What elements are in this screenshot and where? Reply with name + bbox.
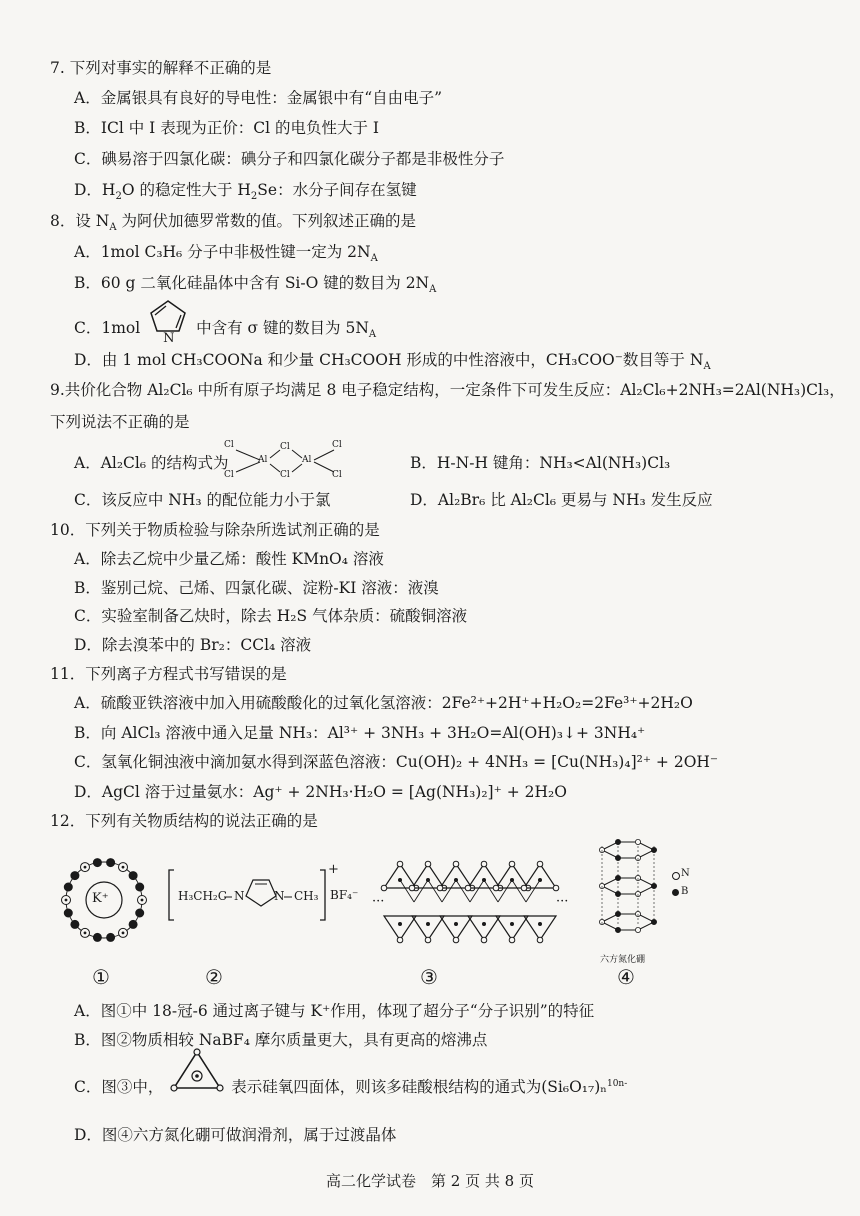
carbon-atom (136, 883, 144, 891)
q12-option-d: D．图④六方氮化硼可做润滑剂，属于过渡晶体 (74, 1126, 397, 1144)
carbon-atom (93, 859, 101, 867)
nitrogen-atom (635, 927, 640, 932)
cl-atom: Cl (224, 440, 234, 450)
al-atom: Al (258, 455, 268, 465)
tetrahedron (524, 916, 556, 940)
q10-option-a: A．除去乙烷中少量乙烯：酸性 KMnO₄ 溶液 (74, 550, 384, 568)
oxygen-atom-core (84, 932, 87, 935)
oxygen-atom (381, 885, 387, 891)
q10-stem: 10．下列关于物质检验与除杂所选试剂正确的是 (50, 521, 380, 539)
oxygen-atom (397, 861, 403, 867)
ionic-liquid-figure (166, 862, 362, 926)
oxygen-atom (553, 885, 559, 891)
boron-atom (615, 927, 620, 932)
q10-option-d: D．除去溴苯中的 Br₂：CCl₄ 溶液 (74, 636, 312, 654)
carbon-atom (64, 909, 72, 917)
cl-atom: Cl (332, 440, 342, 450)
q7-option-c: C．碘易溶于四氯化碳：碘分子和四氯化碳分子都是非极性分子 (74, 150, 505, 168)
q10-option-b: B．鉴别己烷、己烯、四氯化碳、淀粉-KI 溶液：液溴 (74, 579, 439, 597)
figure-label-3: ③ (420, 965, 438, 989)
oxygen-atom-core (141, 899, 144, 902)
q9-option-b: B．H-N-H 键角：NH₃<Al(NH₃)Cl₃ (410, 454, 671, 472)
pyrrole-structure (145, 313, 191, 346)
crown-ether-figure (54, 850, 154, 950)
tetrahedron (412, 864, 444, 888)
q9-stem-line2: 下列说法不正确的是 (50, 413, 190, 431)
oxygen-atom (537, 861, 543, 867)
oxygen-atom (425, 861, 431, 867)
oxygen-atom-core (84, 866, 87, 869)
oxygen-atom (493, 885, 499, 891)
oxygen-atom-core (122, 932, 125, 935)
figure-label-2: ② (205, 965, 223, 989)
carbon-atom (71, 872, 79, 880)
q8-stem: 8．设 $N_A$ 为阿伏加德罗常数的值。下列叙述正确的是 (50, 212, 417, 234)
ellipsis-left: ··· (372, 894, 385, 909)
oxygen-atom (437, 885, 443, 891)
silicon-atom (538, 878, 542, 882)
carbon-atom (107, 933, 115, 941)
oxygen-atom (481, 861, 487, 867)
q7-option-b: B．ICl 中 I 表现为正价：Cl 的电负性大于 I (74, 119, 380, 137)
q8-option-d: D．由 1 mol CH₃COONa 和少量 CH₃COOH 形成的中性溶液中，CH₃COO⁻数目等于 $N_A$ (74, 351, 711, 373)
carbon-atom (64, 883, 72, 891)
cation-charge: + (328, 862, 339, 877)
cl-atom: Cl (280, 442, 290, 452)
q8-option-b: B．60 g 二氧化硅晶体中含有 Si-O 键的数目为 $2N_A$ (74, 274, 437, 296)
oxygen-atom (509, 861, 515, 867)
q12-option-a: A．图①中 18-冠-6 通过离子键与 K⁺作用，体现了超分子“分子识别”的特征 (74, 1002, 595, 1020)
q9-option-d: D．Al₂Br₆ 比 Al₂Cl₆ 更易与 NH₃ 发生反应 (410, 491, 713, 509)
oxygen-atom (425, 937, 431, 943)
oxygen-atom (453, 937, 459, 943)
cl-atom: Cl (332, 470, 342, 480)
figure-label-1: ① (92, 965, 110, 989)
q7-option-a: A．金属银具有良好的导电性：金属银中有“自由电子” (74, 89, 443, 107)
legend-b-marker (672, 889, 679, 896)
methyl-group: CH₃ (294, 889, 319, 903)
bn-layer-hexagon (602, 914, 654, 930)
ring-n-left: N (234, 889, 245, 903)
q7-stem: 7. 下列对事实的解释不正确的是 (50, 59, 272, 77)
tetrahedron (440, 916, 472, 940)
tetrahedron (496, 864, 528, 888)
oxygen-atom (521, 885, 527, 891)
silicate-chain-figure (370, 852, 580, 952)
tetrahedron (524, 864, 556, 888)
nitrogen-atom (635, 839, 640, 844)
oxygen-atom (409, 885, 415, 891)
q12-stem: 12．下列有关物质结构的说法正确的是 (50, 812, 318, 830)
silicon-atom (510, 922, 514, 926)
oxygen-atom (397, 937, 403, 943)
cl-atom: Cl (280, 470, 290, 480)
q9-stem-line1: 9.共价化合物 Al₂Cl₆ 中所有原子均满足 8 电子稳定结构，一定条件下可发生反应：Al₂Cl₆+2NH₃=2Al(NH₃)Cl₃， (50, 381, 845, 399)
oxygen-atom (509, 937, 515, 943)
q12-option-b: B．图②物质相较 NaBF₄ 摩尔质量更大，具有更高的熔沸点 (74, 1031, 488, 1049)
silicon-atom (538, 922, 542, 926)
ring-n-right: N (274, 889, 285, 903)
bn-layer-hexagon (602, 842, 654, 858)
bn-layer-hexagon (602, 878, 654, 894)
q9-option-a: A．Al₂Cl₆ 的结构式为 (74, 454, 229, 472)
q12-option-c: C．图③中， 表示硅氧四面体，则该多硅酸根结构的通式为(Si₆O₁₇)ₙ$^{10n-}$ (74, 1072, 627, 1097)
ellipsis-right: ··· (556, 894, 569, 909)
q11-option-c: C．氢氧化铜浊液中滴加氨水得到深蓝色溶液：Cu(OH)₂ + 4NH₃ = [Cu(NH₃)₄]²⁺ + 2OH⁻ (74, 753, 719, 771)
oxygen-atom (481, 937, 487, 943)
oxygen-atom (537, 937, 543, 943)
q8-option-a: A．1mol C₃H₆ 分子中非极性键一定为 $2N_A$ (74, 243, 378, 265)
tetrahedron (496, 916, 528, 940)
q7-option-d: D．$H_2O$ 的稳定性大于 $H_2Se$：水分子间存在氢键 (74, 181, 417, 203)
q11-option-a: A．硫酸亚铁溶液中加入用硫酸酸化的过氧化氢溶液：2Fe²⁺+2H⁺+H₂O₂=2Fe³⁺+2H₂O (74, 694, 693, 712)
figure-label-4: ④ (617, 965, 635, 989)
silicon-atom (482, 922, 486, 926)
legend-n-label: N (681, 868, 690, 879)
oxygen-atom (453, 861, 459, 867)
q9-option-c: C．该反应中 NH₃ 的配位能力小于氯 (74, 491, 331, 509)
bf4-anion: BF₄⁻ (330, 888, 359, 902)
carbon-atom (107, 859, 115, 867)
tetrahedron (468, 864, 500, 888)
carbon-atom (136, 909, 144, 917)
al-atom: Al (302, 455, 312, 465)
q11-option-b: B．向 AlCl₃ 溶液中通入足量 NH₃：Al³⁺ + 3NH₃ + 3H₂O=Al(OH)₃↓+ 3NH₄⁺ (74, 724, 646, 742)
tetrahedron (468, 916, 500, 940)
q11-stem: 11．下列离子方程式书写错误的是 (50, 665, 287, 683)
tetrahedron (412, 916, 444, 940)
k-ion-label: K⁺ (92, 891, 109, 906)
tetrahedron (384, 864, 416, 888)
legend-b-label: B (681, 886, 689, 897)
oxygen-atom (465, 885, 471, 891)
carbon-atom (71, 920, 79, 928)
silicon-atom (454, 922, 458, 926)
pyrrole-n-label: N (163, 331, 175, 346)
carbon-atom (93, 933, 101, 941)
boron-atom (615, 839, 620, 844)
legend-n-marker (672, 872, 680, 880)
hexagonal-bn-figure (592, 834, 692, 966)
q11-option-d: D．AgCl 溶于过量氨水：Ag⁺ + 2NH₃·H₂O = [Ag(NH₃)₂]⁺ + 2H₂O (74, 783, 567, 801)
oxygen-atom-core (65, 899, 68, 902)
silicon-atom (398, 922, 402, 926)
page-footer: 高二化学试卷 第 2 页 共 8 页 (326, 1172, 534, 1190)
tetrahedron (440, 864, 472, 888)
cl-atom: Cl (224, 470, 234, 480)
tetrahedron (384, 916, 416, 940)
figure-caption: 六方氮化硼 (600, 955, 646, 965)
q10-option-c: C．实验室制备乙炔时，除去 H₂S 气体杂质：硫酸铜溶液 (74, 607, 468, 625)
ethyl-group: H₃CH₂C (178, 889, 227, 903)
silicon-atom (426, 922, 430, 926)
al2cl6-structure (222, 440, 350, 482)
silica-tetrahedron-icon (168, 1072, 226, 1092)
carbon-atom (129, 872, 137, 880)
q8-option-c: C．1mol N 中含有 σ 键的数目为 $5N_A$ (74, 313, 376, 338)
oxygen-atom-core (122, 866, 125, 869)
carbon-atom (129, 920, 137, 928)
